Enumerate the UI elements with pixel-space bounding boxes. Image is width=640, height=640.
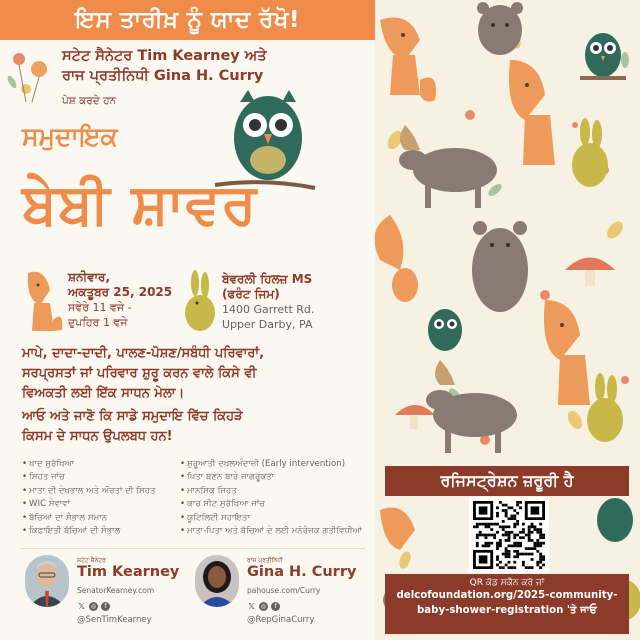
registration-heading: ਰਜਿਸਟ੍ਰੇਸ਼ਨ ਜ਼ਰੂਰੀ ਹੈ <box>385 466 629 496</box>
event-time-end: ਦੁਪਹਿਰ 1 ਵਜੇ <box>68 316 128 329</box>
list-item: • ਸ਼ੁਰੂਆਤੀ ਦਖ਼ਲਅੰਦਾਜ਼ੀ (Early intervention) <box>180 458 380 471</box>
facebook-icon[interactable]: f <box>271 602 280 611</box>
list-item: • ਪਿਤਾ ਬਣਨ ਬਾਰੇ ਜਾਗਰੂਕਤਾ <box>180 471 380 484</box>
facebook-icon[interactable]: f <box>101 602 110 611</box>
venue-sub: (ਫਰੰਟ ਜਿਮ) <box>222 287 280 301</box>
person-name: Tim Kearney <box>77 564 180 580</box>
description-line-1: ਮਾਪੇ, ਦਾਦਾ-ਦਾਦੀ, ਪਾਲਣ-ਪੋਸ਼ਣ/ਸਬੰਧੀ ਪਰਿਵਾਰਾਂ, <box>22 346 265 361</box>
qr-code[interactable] <box>469 497 549 573</box>
person-name: Gina H. Curry <box>247 564 357 580</box>
call-to-learn <box>22 407 372 447</box>
list-item: • ਕਿਫਾਇਤੀ ਬੱਚਿਆਂ ਦੀ ਸੰਭਾਲ <box>22 525 182 538</box>
x-icon[interactable]: 𝕏 <box>78 602 85 611</box>
description-line-2: ਸਰਪ੍ਰਸਤਾਂ ਜਾਂ ਪਰਿਵਾਰ ਸ਼ੁਰੂ ਕਰਨ ਵਾਲੇ ਕਿਸੇ ਵੀ <box>22 366 257 381</box>
list-item: • ਬੱਚਿਆਂ ਦਾ ਸੰਭਾਲ ਸਮਾਨ <box>22 512 182 525</box>
save-the-date-banner: ਇਸ ਤਾਰੀਖ਼ ਨੂੰ ਯਾਦ ਰੱਖੋ! <box>0 0 375 40</box>
list-item: • ਮਾਨਸਿਕ ਸਿਹਤ <box>180 485 380 498</box>
avatar <box>195 555 239 607</box>
address-line-1: 1400 Garrett Rd. <box>222 303 315 316</box>
instagram-icon[interactable]: ◎ <box>90 603 97 610</box>
social-handle[interactable]: @SenTimKearney <box>77 615 152 625</box>
list-item: • ਮਾਤਾ-ਪਿਤਾ ਅਤੇ ਬੱਚਿਆਂ ਦੇ ਲਈ ਮਨੋਰੰਜਕ ਗਤੀਵਿਧੀਆਂ <box>180 525 380 538</box>
list-item: • ਮਾਤਾ ਦੀ ਦੇਖਭਾਲ ਅਤੇ ਔਰਤਾਂ ਦੀ ਸਿਹਤ <box>22 485 182 498</box>
description-paragraph <box>22 344 372 404</box>
event-location <box>222 272 314 332</box>
social-icons <box>247 602 280 611</box>
event-date: ਅਕਤੂਬਰ 25, 2025 <box>68 285 173 299</box>
moose-illustration <box>399 125 497 208</box>
fox-illustration <box>380 18 436 102</box>
registration-info <box>385 574 629 634</box>
event-day: ਸ਼ਨੀਵਾਰ, <box>68 270 111 284</box>
website-link[interactable]: SenatorKearney.com <box>77 586 155 595</box>
flower-decoration <box>4 44 59 104</box>
social-icons <box>77 602 110 611</box>
list-item: • ਖਾਦ ਸੁਰੱਖਿਆ <box>22 458 182 471</box>
list-item: • ਸਿਹਤ ਜਾਂਚ <box>22 471 182 484</box>
resources-list-left <box>22 458 182 538</box>
social-handle[interactable]: @RepGinaCurry <box>247 615 315 625</box>
instagram-icon[interactable]: ◎ <box>260 603 267 610</box>
fox-icon <box>20 265 65 335</box>
call-line-2: ਕਿਸਮ ਦੇ ਸਾਧਨ ਉਪਲਬਧ ਹਨ! <box>22 429 173 444</box>
role-label: ਰਾਜ ਪ੍ਰਤੀਨਿਧੀ <box>247 557 283 564</box>
list-item: • WIC ਸੇਵਾਵਾਂ <box>22 498 182 511</box>
scan-instruction: QR ਕੋਡ ਸਕੈਨ ਕਰੋ ਜਾਂ <box>469 578 545 588</box>
presenter-line-1: ਸਟੇਟ ਸੈਨੇਟਰ Tim Kearney ਅਤੇ <box>62 48 267 64</box>
x-icon[interactable]: 𝕏 <box>248 602 255 611</box>
presents-text: ਪੇਸ਼ ਕਰਦੇ ਹਨ <box>62 95 117 107</box>
title-community: ਸਮੁਦਾਇਕ <box>22 122 118 151</box>
event-time-start: ਸਵੇਰੇ 11 ਵਜੇ - <box>68 301 132 314</box>
registration-url-1[interactable]: delcofoundation.org/2025-community- <box>396 590 618 601</box>
event-date-time <box>68 270 172 330</box>
list-item: • ਯੂਟਿਲਿਟੀ ਸਹਾਇਤਾ <box>180 512 380 525</box>
resources-list-right <box>180 458 380 538</box>
address-line-2: Upper Darby, PA <box>222 318 313 331</box>
role-label: ਸਟੇਟ ਸੈਨੇਟਰ <box>77 557 106 564</box>
list-item: • ਕਾਰ ਸੀਟ ਸੁਰੱਖਿਆ ਜਾਂਚ <box>180 498 380 511</box>
rabbit-icon <box>180 265 220 335</box>
section-divider <box>20 548 365 549</box>
description-line-3: ਵਿਅਕਤੀ ਲਈ ਇੱਕ ਸਾਧਨ ਮੇਲਾ। <box>22 386 185 401</box>
owl-illustration <box>580 33 626 80</box>
presenter-text <box>62 46 302 86</box>
avatar <box>25 555 69 607</box>
website-link[interactable]: pahouse.com/Curry <box>247 586 321 595</box>
call-line-1: ਆਓ ਅਤੇ ਜਾਣੋ ਕਿ ਸਾਡੇ ਸਮੁਦਾਇ ਵਿੱਚ ਕਿਹੜੇ <box>22 409 243 424</box>
title-baby-shower: ਬੇਬੀ ਸ਼ਾਵਰ <box>22 172 258 237</box>
venue-name: ਬੇਵਰਲੀ ਹਿਲਜ਼ MS <box>222 272 313 286</box>
registration-url-2[interactable]: baby-shower-registration 'ਤੇ ਜਾਓ <box>417 605 597 616</box>
presenter-line-2: ਰਾਜ ਪ੍ਰਤੀਨਿਧੀ Gina H. Curry <box>62 68 264 84</box>
qr-code-image <box>473 501 545 569</box>
